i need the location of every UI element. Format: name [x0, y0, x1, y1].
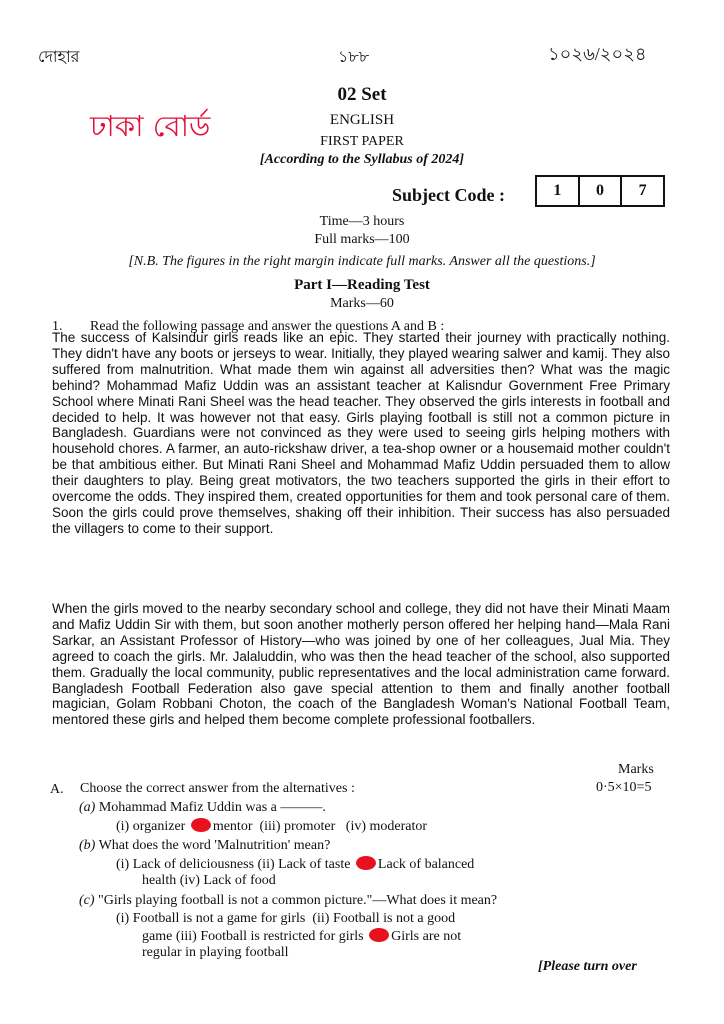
mcq-b-options: (i) Lack of deliciousness (ii) Lack of taste Lack of balanced	[116, 857, 475, 872]
section-a-instruction: Choose the correct answer from the alternatives :	[80, 781, 355, 796]
time-limit: Time—3 hours	[319, 214, 405, 229]
mcq-a-options: (i) organizer mentor (iii) promoter (iv) moderator	[116, 819, 428, 834]
syllabus-note: [According to the Syllabus of 2024]	[259, 152, 465, 167]
subject-title: ENGLISH	[329, 112, 395, 128]
passage-paragraph-2: When the girls moved to the nearby secondary school and college, they did not have their Minati Maam and Mafiz Uddin Sir with them, but soon another motherly person offered her helping hand—Mala Rani Sarkar, an Assistant Professor of History—who was joined by one of her colleagues, Jual Mia. They agreed to coach the girls. Mr. Jalaluddin, who was then the head teacher of the school, also supported them. Gradually the local community, public representatives and the local administration came forward. Bangladesh Football Federation also gave special attention to them and finally another football magician, Golam Robbani Choton, the coach of the Bangladesh Woman's National Football Team, mentored these girls and helped them become complete professional footballers.	[52, 601, 670, 728]
mcq-c-options: (i) Football is not a game for girls (ii) Football is not a good	[116, 911, 456, 926]
board-stamp: ঢাকা বোর্ড	[90, 109, 211, 143]
answer-mark-icon	[369, 928, 389, 942]
section-a-marks: 0·5×10=5	[596, 780, 652, 795]
page-number: ১৮৮	[338, 49, 370, 66]
question-number: 1.	[52, 319, 63, 334]
mcq-b-options-cont: health (iv) Lack of food	[142, 873, 276, 888]
header-right-code: ১০২৬/২০২৪	[548, 44, 647, 64]
turn-over-note: [Please turn over	[538, 959, 637, 974]
mcq-c-question: (c) "Girls playing football is not a common picture."—What does it mean?	[79, 893, 498, 908]
subject-code-digit: 7	[638, 182, 647, 199]
section-a-letter: A.	[50, 782, 64, 797]
answer-mark-icon	[356, 856, 376, 870]
mcq-a-question: (a) Mohammad Mafiz Uddin was a ———.	[79, 800, 326, 815]
part-title: Part I—Reading Test	[294, 277, 430, 293]
mcq-b-question: (b) What does the word 'Malnutrition' mean?	[79, 838, 331, 853]
subject-code-digit: 0	[580, 177, 623, 205]
paper-title: FIRST PAPER	[320, 134, 404, 149]
nb-note: [N.B. The figures in the right margin indicate full marks. Answer all the questions.]	[128, 254, 596, 269]
answer-mark-icon	[191, 818, 211, 832]
question-instruction: Read the following passage and answer the questions A and B :	[90, 319, 445, 334]
part-marks: Marks—60	[330, 296, 394, 311]
passage-paragraph-1: The success of Kalsindur girls reads like an epic. They started their journey with practically nothing. They didn't have any boots or jerseys to wear. Initially, they played wearing salwer and kamij. They also suffered from malnutrition. What made them win against all adversities then? What was the magic behind? Mohammad Mafiz Uddin was an assistant teacher at Kalisndur Government Free Primary School where Minati Rani Sheel was the head teacher. They observed the girls interests in football and decided to help. It was however not that easy. Girls playing football is still not a common picture in Bangladesh. Guardians were not convinced as they were used to seeing girls helping mothers with household chores. A farmer, an auto-rickshaw driver, a tea-shop owner or a housemaid mother couldn't be that ambitious either. But Minati Rani Sheel and Mohammad Mafiz Uddin persuaded them to allow their daughters to play. Being great motivators, the two teachers supported the girls in their effort to overcome the odds. They inspired them, created opportunities for them and took personal care of them. Soon the girls could prove themselves, shaking off their inhibition. Their success has also persuaded the villagers to come to their support.	[52, 330, 670, 536]
subject-code-digit: 1	[537, 177, 580, 205]
set-title: 02 Set	[337, 84, 387, 105]
subject-code-label: Subject Code :	[392, 185, 505, 205]
full-marks: Full marks—100	[314, 232, 410, 247]
mcq-c-options-end: regular in playing football	[142, 945, 289, 960]
subject-code-box	[535, 175, 665, 207]
mcq-c-options-cont: game (iii) Football is restricted for girls Girls are not	[142, 929, 462, 944]
marks-label: Marks	[618, 762, 654, 777]
header-left-text: দোহার	[38, 49, 80, 66]
